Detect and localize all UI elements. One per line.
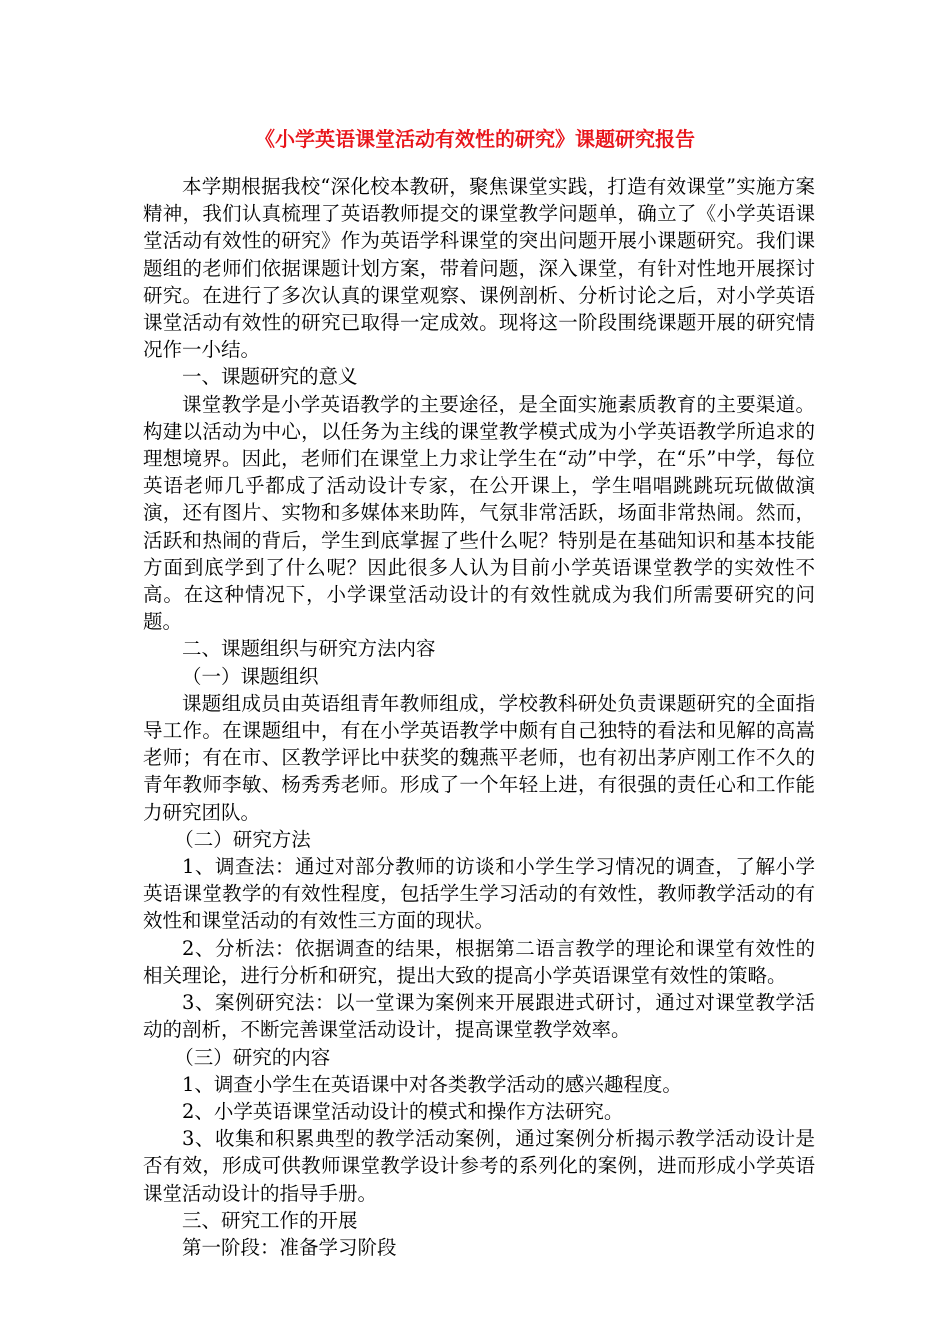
subheading-content: （三）研究的内容 — [174, 1045, 331, 1069]
document-title: 《小学英语课堂活动有效性的研究》课题研究报告 — [255, 127, 695, 151]
subheading-organization: （一）课题组织 — [182, 664, 319, 688]
method-case-paragraph: 3、案例研究法：以一堂课为案例来开展跟进式研讨，通过对课堂教学活动的剖析，不断完善课堂活动设计，提高课堂教学效率。 — [143, 991, 815, 1042]
intro-paragraph: 本学期根据我校“深化校本教研，聚焦课堂实践，打造有效课堂”实施方案精神，我们认真梳理了英语教师提交的课堂教学问题单，确立了《小学英语课堂活动有效性的研究》作为英语学科课堂的突出问题开展小课题研究。我们课题组的老师们依据课题计划方案，带着问题，深入课堂，有针对性地开展探讨研究。在进行了多次认真的课堂观察、课例剖析、分析讨论之后，对小学英语课堂活动有效性的研究已取得一定成效。现将这一阶段围绕课题开展的研究情况作一小结。 — [143, 175, 815, 362]
phase-one-heading: 第一阶段：准备学习阶段 — [182, 1235, 397, 1259]
method-survey-paragraph: 1、调查法：通过对部分教师的访谈和小学生学习情况的调查，了解小学英语课堂教学的有效性程度，包括学生学习活动的有效性，教师教学活动的有效性和课堂活动的有效性三方面的现状。 — [143, 855, 815, 933]
document-body — [143, 173, 815, 1261]
content-item-2: 2、小学英语课堂活动设计的模式和操作方法研究。 — [182, 1099, 624, 1123]
section-heading-significance: 一、课题研究的意义 — [182, 365, 358, 389]
section-heading-work: 三、研究工作的开展 — [182, 1208, 358, 1232]
subheading-methods: （二）研究方法 — [174, 827, 311, 851]
method-analysis-paragraph: 2、分析法：依据调查的结果，根据第二语言教学的理论和课堂有效性的相关理论，进行分析和研究，提出大致的提高小学英语课堂有效性的策略。 — [143, 936, 815, 987]
content-item-3: 3、收集和积累典型的教学活动案例，通过案例分析揭示教学活动设计是否有效，形成可供教师课堂教学设计参考的系列化的案例，进而形成小学英语课堂活动设计的指导手册。 — [143, 1127, 815, 1205]
content-item-1: 1、调查小学生在英语课中对各类教学活动的感兴趣程度。 — [182, 1072, 682, 1096]
organization-paragraph: 课题组成员由英语组青年教师组成，学校教科研处负责课题研究的全面指导工作。在课题组中，有在小学英语教学中颇有自己独特的看法和见解的高嵩老师；有在市、区教学评比中获奖的魏燕平老师，也有初出茅庐刚工作不久的青年教师李敏、杨秀秀老师。形成了一个年轻上进，有很强的责任心和工作能力研究团队。 — [143, 691, 815, 824]
significance-paragraph: 课堂教学是小学英语教学的主要途径，是全面实施素质教育的主要渠道。构建以活动为中心，以任务为主线的课堂教学模式成为小学英语教学所追求的理想境界。因此，老师们在课堂上力求让学生在“动”中学，在“乐”中学，每位英语老师几乎都成了活动设计专家，在公开课上，学生唱唱跳跳玩玩做做演演，还有图片、实物和多媒体来助阵，气氛非常活跃，场面非常热闹。然而，活跃和热闹的背后，学生到底掌握了些什么呢？特别是在基础知识和基本技能方面到底学到了什么呢？因此很多人认为目前小学英语课堂教学的实效性不高。在这种情况下，小学课堂活动设计的有效性就成为我们所需要研究的问题。 — [143, 392, 815, 634]
section-heading-organization: 二、课题组织与研究方法内容 — [182, 637, 436, 661]
